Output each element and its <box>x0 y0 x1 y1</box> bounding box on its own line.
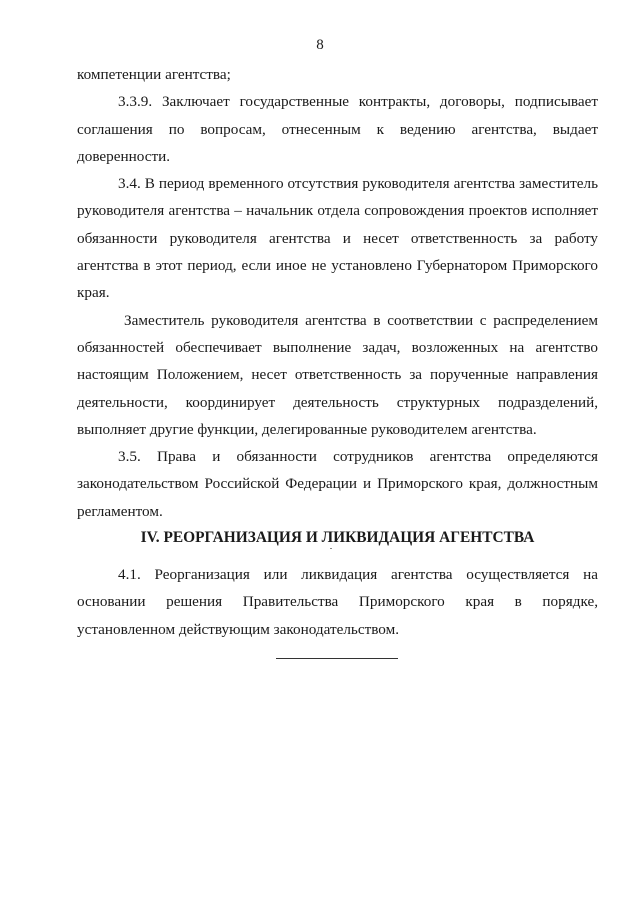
paragraph-3-4: 3.4. В период временного отсутствия руководителя агентства заместитель руководителя агентства – начальник отдела сопровождения проектов исполняет обязанности руководителя агентства и несет ответственность за работу агентства в этот период, если иное не установлено Губернатором Приморского края. <box>77 175 598 302</box>
paragraph-continuation: компетенции агентства; <box>77 66 231 83</box>
section-4-heading: IV. РЕОРГАНИЗАЦИЯ И ЛИКВИДАЦИЯ АГЕНТСТВА <box>140 529 535 546</box>
section-3-text <box>77 61 598 525</box>
paragraph-3-5: 3.5. Права и обязанности сотрудников агентства определяются законодательством Российской Федерации и Приморского края, должностным регламентом. <box>77 448 598 520</box>
end-of-document-rule <box>276 658 398 659</box>
paragraph-3-3-9: 3.3.9. Заключает государственные контракты, договоры, подписывает соглашения по вопросам, отнесенным к ведению агентства, выдает доверенности. <box>77 93 598 165</box>
paragraph-4-1: 4.1. Реорганизация или ликвидация агентства осуществляется на основании решения Правительства Приморского края в порядке, установленном действующим законодательством. <box>77 566 598 638</box>
section-4-text <box>77 561 598 643</box>
paragraph-deputy-duties: Заместитель руководителя агентства в соответствии с распределением обязанностей обеспечивает выполнение задач, возложенных на агентство настоящим Положением, несет ответственность за порученные направления деятельности, координирует деятельность структурных подразделений, выполняет другие функции, делегированные руководителем агентства. <box>77 311 598 438</box>
scan-speck <box>330 548 332 549</box>
page-number: 8 <box>316 37 324 53</box>
